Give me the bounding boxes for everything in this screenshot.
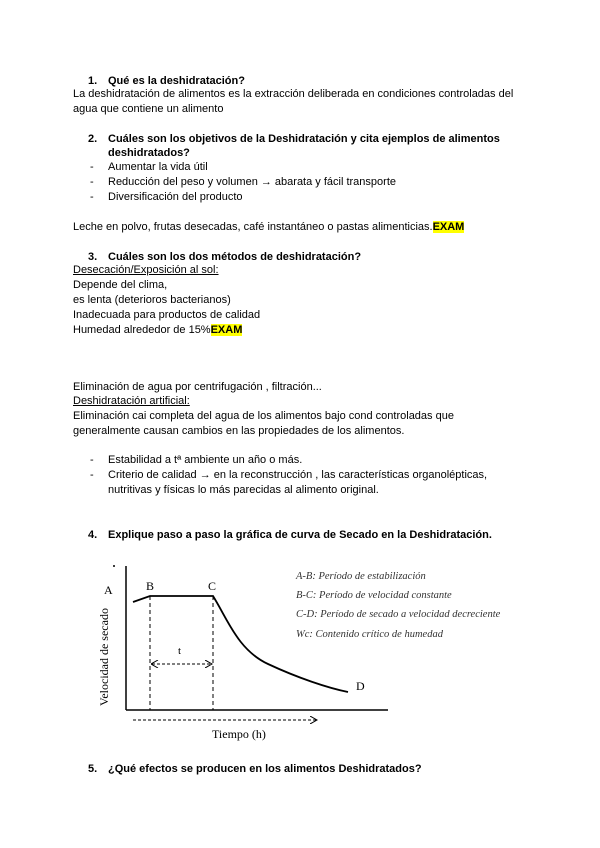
y-axis-label: Velocidad de secado [97,608,111,706]
answer-1-line-1: La deshidratación de alimentos es la extracción deliberada en condiciones controladas del [73,88,514,100]
question-3: 3. Cuáles son los dos métodos de deshidratación? [88,251,362,263]
legend-entry: C-D: Período de secado a velocidad decreciente [296,609,501,620]
document-page: 1. Qué es la deshidratación? La deshidratación de alimentos es la extracción deliberada en condiciones controladas del agua que contiene un alimento 2. Cuáles son los objetivos de la Deshidratación y cita ejemplos de alimentos deshidratados? - Aumentar la vida útil - Reducción del peso y volumen → abarata y fácil transporte - Diversificación del producto Leche en polvo, frutas desecadas, café instantáneo o pastas alimenticias.EXAM 3. Cuáles son los dos métodos de deshidratación? Desecación/Exposición al sol: Depende del clima, es lenta (deterioros bacterianos) Inadecuada para productos de calidad Humedad alrededor de 15%EXAM Eliminación de agua por centrifugación , filtración... Deshidratación artificial: Eliminación cai completa del agua de los alimentos bajo cond controladas que generalmente causan cambios en las propiedades de los alimentos. - Estabilidad a tª ambiente un año o más. - Criterio de calidad → en la reconstrucción , las características organolépticas, nutritivas y físicas lo más parecidas al alimento original. 4. Explique paso a paso la gráfica de curva de Secado en la Deshidratación. t A B C D Velocidad de secado Tiempo (h) A-B: Período de estabilización B-C: Período de velocidad constante C-D: Período de secado a velocidad decreciente Wc: Contenido crítico de humedad 5. ¿Qué efectos se producen en los alimentos Deshidratados? [0,0,600,848]
artificial-item: Estabilidad a tª ambiente un año o más. [108,454,303,466]
legend-entry: B-C: Período de velocidad constante [296,590,452,601]
question-4-title: Explique paso a paso la gráfica de curva de Secado en la Deshidratación. [108,529,492,541]
question-2-title: Cuáles son los objetivos de la Deshidratación y cita ejemplos de alimentos [108,133,500,145]
examples-line [73,220,464,235]
point-label-d: D [356,679,365,693]
x-axis-label: Tiempo (h) [212,727,266,741]
examples-text: Leche en polvo, frutas desecadas, café instantáneo o pastas alimenticias. [73,221,433,233]
point-label-a: A [104,583,113,597]
drying-curve-chart [88,560,528,745]
objective-item: Reducción del peso y volumen → abarata y fácil transporte [108,176,396,188]
method-2-line: generalmente causan cambios en las propiedades de los alimentos. [73,425,405,437]
y-axis-tip [113,565,115,567]
objective-item: Aumentar la vida útil [108,161,208,173]
method-1-line: Inadecuada para productos de calidad [73,309,261,321]
method-1-humidity [73,323,242,338]
method-1-line: es lenta (deterioros bacterianos) [73,294,231,306]
question-3-title: Cuáles son los dos métodos de deshidratación? [108,251,362,263]
question-5-title: ¿Qué efectos se producen en los alimentos Deshidratados? [108,763,422,775]
answer-1-line-2: agua que contiene un alimento [73,103,224,115]
question-5: 5. ¿Qué efectos se producen en los alimentos Deshidratados? [88,763,422,775]
chart-legend [295,571,501,640]
exam-highlight: EXAM [432,221,465,233]
artificial-item-cont: nutritivas y físicas lo más parecidas al alimento original. [108,484,379,496]
interval-label: t [178,645,182,657]
question-1: 1. Qué es la deshidratación? [88,75,245,87]
method-1-title: Desecación/Exposición al sol: [73,264,219,276]
legend-entry: A-B: Período de estabilización [296,571,426,582]
point-label-b: B [146,579,155,593]
question-4: 4. Explique paso a paso la gráfica de curva de Secado en la Deshidratación. [88,529,492,541]
method-2-title: Deshidratación artificial: [73,395,190,407]
humidity-text: Humedad alrededor de 15% [73,324,211,336]
artificial-item: Criterio de calidad → en la reconstrucción , las características organolépticas, [108,469,488,481]
method-2-line: Eliminación cai completa del agua de los alimentos bajo cond controladas que [73,410,454,422]
question-2: 2. Cuáles son los objetivos de la Deshidratación y cita ejemplos de alimentos [88,133,500,145]
method-1-line: Depende del clima, [73,279,168,291]
objective-item: Diversificación del producto [108,191,243,203]
point-label-c: C [208,579,217,593]
legend-entry: Wc: Contenido crítico de humedad [296,629,443,640]
question-1-title: Qué es la deshidratación? [108,75,245,87]
other-methods: Eliminación de agua por centrifugación , filtración... [73,381,322,393]
question-2-title-cont: deshidratados? [108,147,190,159]
exam-highlight: EXAM [210,324,243,336]
